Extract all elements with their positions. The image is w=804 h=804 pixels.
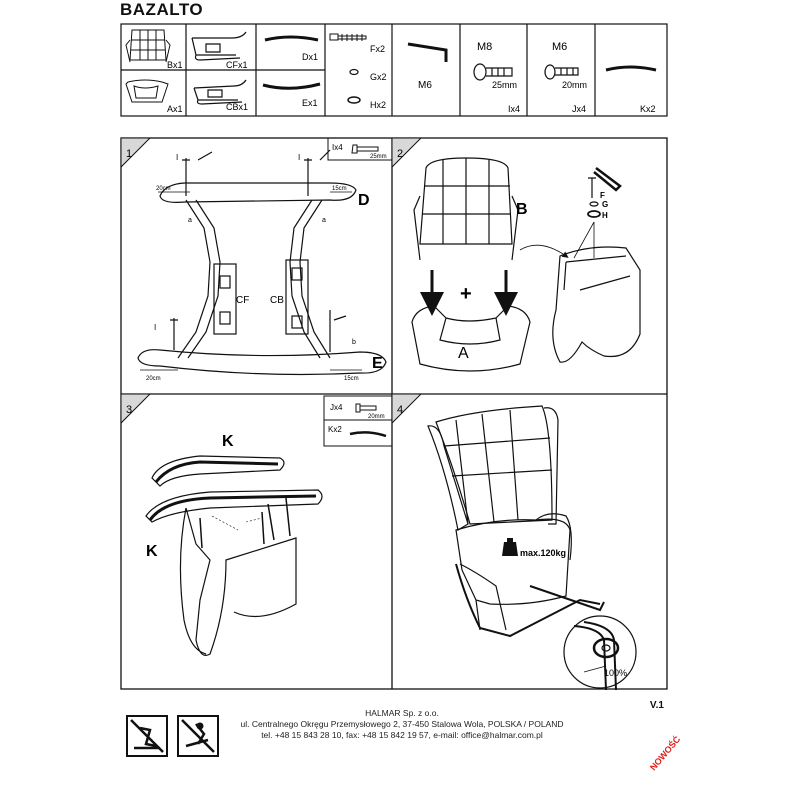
step1-part-e: E [372, 355, 383, 372]
step1-label-a-left: a [188, 217, 192, 224]
svg-text:Ix4: Ix4 [332, 143, 343, 152]
step1-dim-bottom-right: 15cm [344, 376, 359, 382]
step1-number: 1 [126, 148, 133, 160]
part-cf-frame [192, 32, 246, 60]
part-f-screw [330, 34, 366, 41]
part-d-arm [265, 37, 318, 40]
step1-dim-top-right: 15cm [332, 186, 347, 192]
step1-part-cf: CF [236, 295, 250, 306]
part-h-washer [348, 97, 360, 103]
part-g-label: Gx2 [370, 72, 387, 82]
step4-rocking-chair [428, 406, 604, 636]
step1-part-cb: CB [270, 295, 284, 306]
part-a-seat [126, 80, 168, 102]
step2-part-b: B [516, 201, 528, 218]
bolt-i-qty: Ix4 [508, 104, 521, 114]
step4-number: 4 [397, 404, 404, 416]
step1-bolt-i-left: I [176, 153, 179, 162]
step2-backrest [414, 158, 518, 260]
step1-frame-assembly [138, 150, 386, 374]
step2-part-a: A [458, 345, 469, 362]
bolt-j-icon [545, 65, 578, 79]
part-e-rocker [263, 84, 320, 88]
part-cf-label: CFx1 [226, 60, 248, 70]
part-cb-frame [194, 80, 246, 104]
step1-dim-bottom-left: 20cm [146, 376, 161, 382]
version-label: V.1 [649, 700, 664, 711]
step2-seat-underside [520, 245, 640, 362]
step4-detail-zoom [564, 616, 636, 690]
bolt-j-size: M6 [552, 41, 568, 53]
step2-seat [412, 306, 530, 371]
step4-tighten-pct: 100% [604, 668, 628, 678]
bolt-j-length: 20mm [562, 80, 588, 90]
company-name: HALMAR Sp. z o.o. [365, 708, 439, 718]
bolt-i-size: M8 [477, 41, 493, 53]
step3-armrest-assembly [146, 456, 322, 655]
step2-number: 2 [397, 148, 404, 160]
part-k-label: Kx2 [640, 104, 656, 114]
company-address: ul. Centralnego Okręgu Przemysłowego 2, 37-450 Stalowa Wola, POLSKA / POLAND [240, 719, 564, 729]
step2-part-f: F [600, 191, 605, 200]
part-g-washer [350, 70, 358, 75]
part-d-label: Dx1 [302, 52, 319, 62]
tool-label: M6 [418, 80, 432, 91]
svg-text:Jx4: Jx4 [330, 403, 343, 412]
new-product-badge: NOWOŚĆ [648, 734, 683, 773]
step3-part-k-top: K [222, 433, 234, 450]
step2-hardware [574, 168, 620, 258]
part-b-backrest [126, 30, 170, 62]
part-cb-label: CBx1 [226, 102, 249, 112]
svg-text:Kx2: Kx2 [328, 425, 342, 434]
step4-load-limit: max.120kg [520, 548, 567, 558]
step2-part-h: H [602, 211, 608, 220]
hex-key-icon [408, 44, 446, 62]
bolt-j-qty: Jx4 [572, 104, 587, 114]
step1-bolt-i-lower: I [154, 323, 157, 332]
bolt-i-icon [474, 64, 512, 80]
svg-text:25mm: 25mm [370, 154, 387, 160]
step3-bolt-box [324, 396, 392, 446]
company-contact: tel. +48 15 843 28 10, fax: +48 15 842 19 57, e-mail: office@halmar.com.pl [261, 730, 543, 740]
company-info [0, 708, 804, 741]
part-f-label: Fx2 [370, 44, 386, 54]
step3-part-k-bottom: K [146, 543, 158, 560]
svg-text:20mm: 20mm [368, 414, 385, 420]
step1-label-b: b [352, 339, 356, 346]
part-h-label: Hx2 [370, 100, 387, 110]
step1-bolt-box [328, 138, 392, 160]
step2-plus: + [460, 283, 472, 305]
step1-label-a: a [322, 217, 326, 224]
step1-part-d: D [358, 192, 370, 209]
document-title: BAZALTO [120, 0, 204, 19]
step1-dim-top-left: 20cm [156, 186, 171, 192]
step2-part-g: G [602, 200, 609, 209]
step4-weight-icon [502, 538, 518, 556]
part-a-label: Ax1 [167, 104, 183, 114]
part-k-strip [606, 67, 656, 70]
part-e-label: Ex1 [302, 98, 318, 108]
part-b-label: Bx1 [167, 60, 183, 70]
step3-number: 3 [126, 404, 133, 416]
bolt-i-length: 25mm [492, 80, 518, 90]
step1-bolt-i-right: I [298, 153, 301, 162]
